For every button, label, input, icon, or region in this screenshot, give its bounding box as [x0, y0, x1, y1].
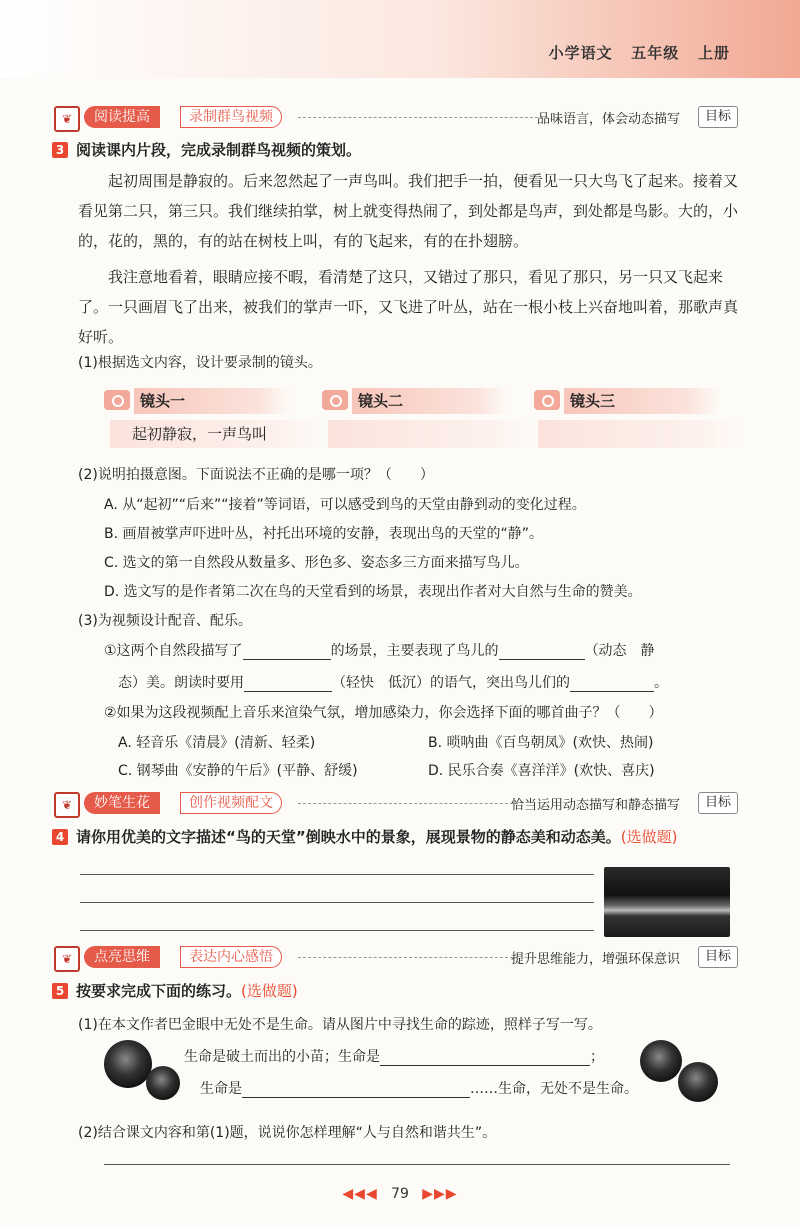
music-option-c: C. 钢琴曲《安静的午后》(平静、舒缓): [118, 763, 358, 779]
page-header: 小学语文 五年级 上册: [548, 44, 730, 62]
shot-answer-2[interactable]: [328, 420, 530, 448]
option-d: D. 选文写的是作者第二次在鸟的天堂看到的场景，表现出作者对大自然与生命的赞美。: [104, 584, 642, 600]
shot-answer-3[interactable]: [538, 420, 740, 448]
question-number: 5: [52, 983, 68, 999]
shot-label: 镜头二: [352, 388, 508, 414]
section-goal: 恰当运用动态描写和静态描写: [510, 798, 680, 813]
book-icon: ❦: [54, 792, 80, 818]
plant-photo: [678, 1062, 718, 1102]
question-title: 请你用优美的文字描述“鸟的天堂”倒映水中的景象，展现景物的静态美和动态美。(选做题): [76, 828, 678, 846]
section-banner-reading: [48, 106, 738, 130]
insect-photo: [640, 1040, 682, 1082]
music-option-d: D. 民乐合奏《喜洋洋》(欢快、喜庆): [428, 763, 655, 779]
section-banner-thinking: [48, 946, 738, 970]
writing-line[interactable]: [80, 874, 594, 875]
prev-arrows-icon: ◀◀◀: [342, 1186, 378, 1202]
goal-tag: 目标: [698, 106, 738, 128]
answer-blank[interactable]: [570, 691, 654, 692]
question-number: 4: [52, 829, 68, 845]
book-icon: ❦: [54, 106, 80, 132]
next-arrows-icon: ▶▶▶: [422, 1186, 458, 1202]
flower-photo: [146, 1066, 180, 1100]
section-banner-writing: [48, 792, 738, 816]
sub-question: (1)根据选文内容，设计要录制的镜头。: [78, 355, 322, 371]
camera-icon: [534, 390, 560, 410]
shot-card-2: [322, 388, 522, 414]
shot-answer-1: 起初静寂，一声鸟叫: [110, 420, 322, 448]
example-line-1: 生命是破土而出的小苗；生命是 ；: [184, 1049, 604, 1065]
section-goal: 品味语言，体会动态描写: [536, 112, 680, 127]
answer-blank[interactable]: [242, 1097, 470, 1098]
option-a: A. 从“起初”“后来”“接着”等词语，可以感受到鸟的天堂由静到动的变化过程。: [104, 497, 586, 513]
banyan-reflection-photo: [604, 867, 730, 937]
writing-line[interactable]: [80, 902, 594, 903]
answer-blank[interactable]: [243, 659, 331, 660]
shot-card-3: [534, 388, 734, 414]
sub-question: (2)说明拍摄意图。下面说法不正确的是哪一项？（ ）: [78, 467, 434, 483]
fill-line-1: ①这两个自然段描写了 的场景，主要表现了鸟儿的 （动态 静: [104, 643, 655, 659]
shot-label: 镜头一: [134, 388, 290, 414]
question-number: 3: [52, 142, 68, 158]
passage-paragraph: 起初周围是静寂的。后来忽然起了一声鸟叫。我们把手一拍，便看见一只大鸟飞了起来。接着又看见第二只，第三只。我们继续拍掌，树上就变得热闹了，到处都是鸟声，到处都是鸟影。大的，小的，花的，黑的，有的站在树枝上叫，有的飞起来，有的在扑翅膀。: [78, 172, 739, 250]
page-number: 79: [391, 1186, 409, 1202]
section-topic: 录制群鸟视频: [180, 106, 282, 128]
sub-question: (3)为视频设计配音、配乐。: [78, 613, 252, 629]
section-topic: 表达内心感悟: [180, 946, 282, 968]
dotted-divider: [298, 117, 548, 118]
camera-icon: [104, 390, 130, 410]
seedling-photo: [104, 1040, 152, 1088]
answer-blank[interactable]: [380, 1065, 590, 1066]
option-b: B. 画眉被掌声吓进叶丛，衬托出环境的安静，表现出鸟的天堂的“静”。: [104, 526, 544, 542]
section-topic: 创作视频配文: [180, 792, 282, 814]
question-title: 阅读课内片段，完成录制群鸟视频的策划。: [76, 141, 362, 159]
book-icon: ❦: [54, 946, 80, 972]
goal-tag: 目标: [698, 792, 738, 814]
reading-passage: [78, 166, 738, 352]
section-badge: 点亮思维: [84, 946, 160, 968]
example-line-2: 生命是 ……生命，无处不是生命。: [200, 1081, 638, 1097]
goal-tag: 目标: [698, 946, 738, 968]
dotted-divider: [298, 957, 518, 958]
sub-question: (1)在本文作者巴金眼中无处不是生命。请从图片中寻找生命的踪迹，照样子写一写。: [78, 1017, 602, 1033]
section-badge: 妙笔生花: [84, 792, 160, 814]
page-footer: [0, 1186, 800, 1202]
fill-line-2: 态）美。朗读时要用 （轻快 低沉）的语气，突出鸟儿们的 。: [118, 675, 668, 691]
section-goal: 提升思维能力，增强环保意识: [510, 952, 680, 967]
passage-paragraph: 我注意地看着，眼睛应接不暇，看清楚了这只，又错过了那只，看见了那只，另一只又飞起来了。一只画眉飞了出来，被我们的掌声一吓，又飞进了叶丛，站在一根小枝上兴奋地叫着，那歌声真好听。: [78, 268, 739, 346]
option-c: C. 选文的第一自然段从数量多、形色多、姿态多三方面来描写鸟儿。: [104, 555, 529, 571]
answer-blank[interactable]: [499, 659, 585, 660]
writing-line[interactable]: [104, 1164, 730, 1165]
music-option-a: A. 轻音乐《清晨》(清新、轻柔): [118, 735, 316, 751]
fill-line-3: ②如果为这段视频配上音乐来渲染气氛，增加感染力，你会选择下面的哪首曲子？（ ）: [104, 705, 663, 721]
header-band: [0, 0, 800, 78]
answer-blank[interactable]: [244, 691, 332, 692]
question-title: 按要求完成下面的练习。(选做题): [76, 982, 298, 1000]
sub-question: (2)结合课文内容和第(1)题，说说你怎样理解“人与自然和谐共生”。: [78, 1125, 497, 1141]
shot-card-1: [104, 388, 304, 414]
shot-label: 镜头三: [564, 388, 720, 414]
writing-line[interactable]: [80, 930, 594, 931]
dotted-divider: [298, 803, 518, 804]
section-badge: 阅读提高: [84, 106, 160, 128]
music-option-b: B. 唢呐曲《百鸟朝凤》(欢快、热闹): [428, 735, 654, 751]
camera-icon: [322, 390, 348, 410]
